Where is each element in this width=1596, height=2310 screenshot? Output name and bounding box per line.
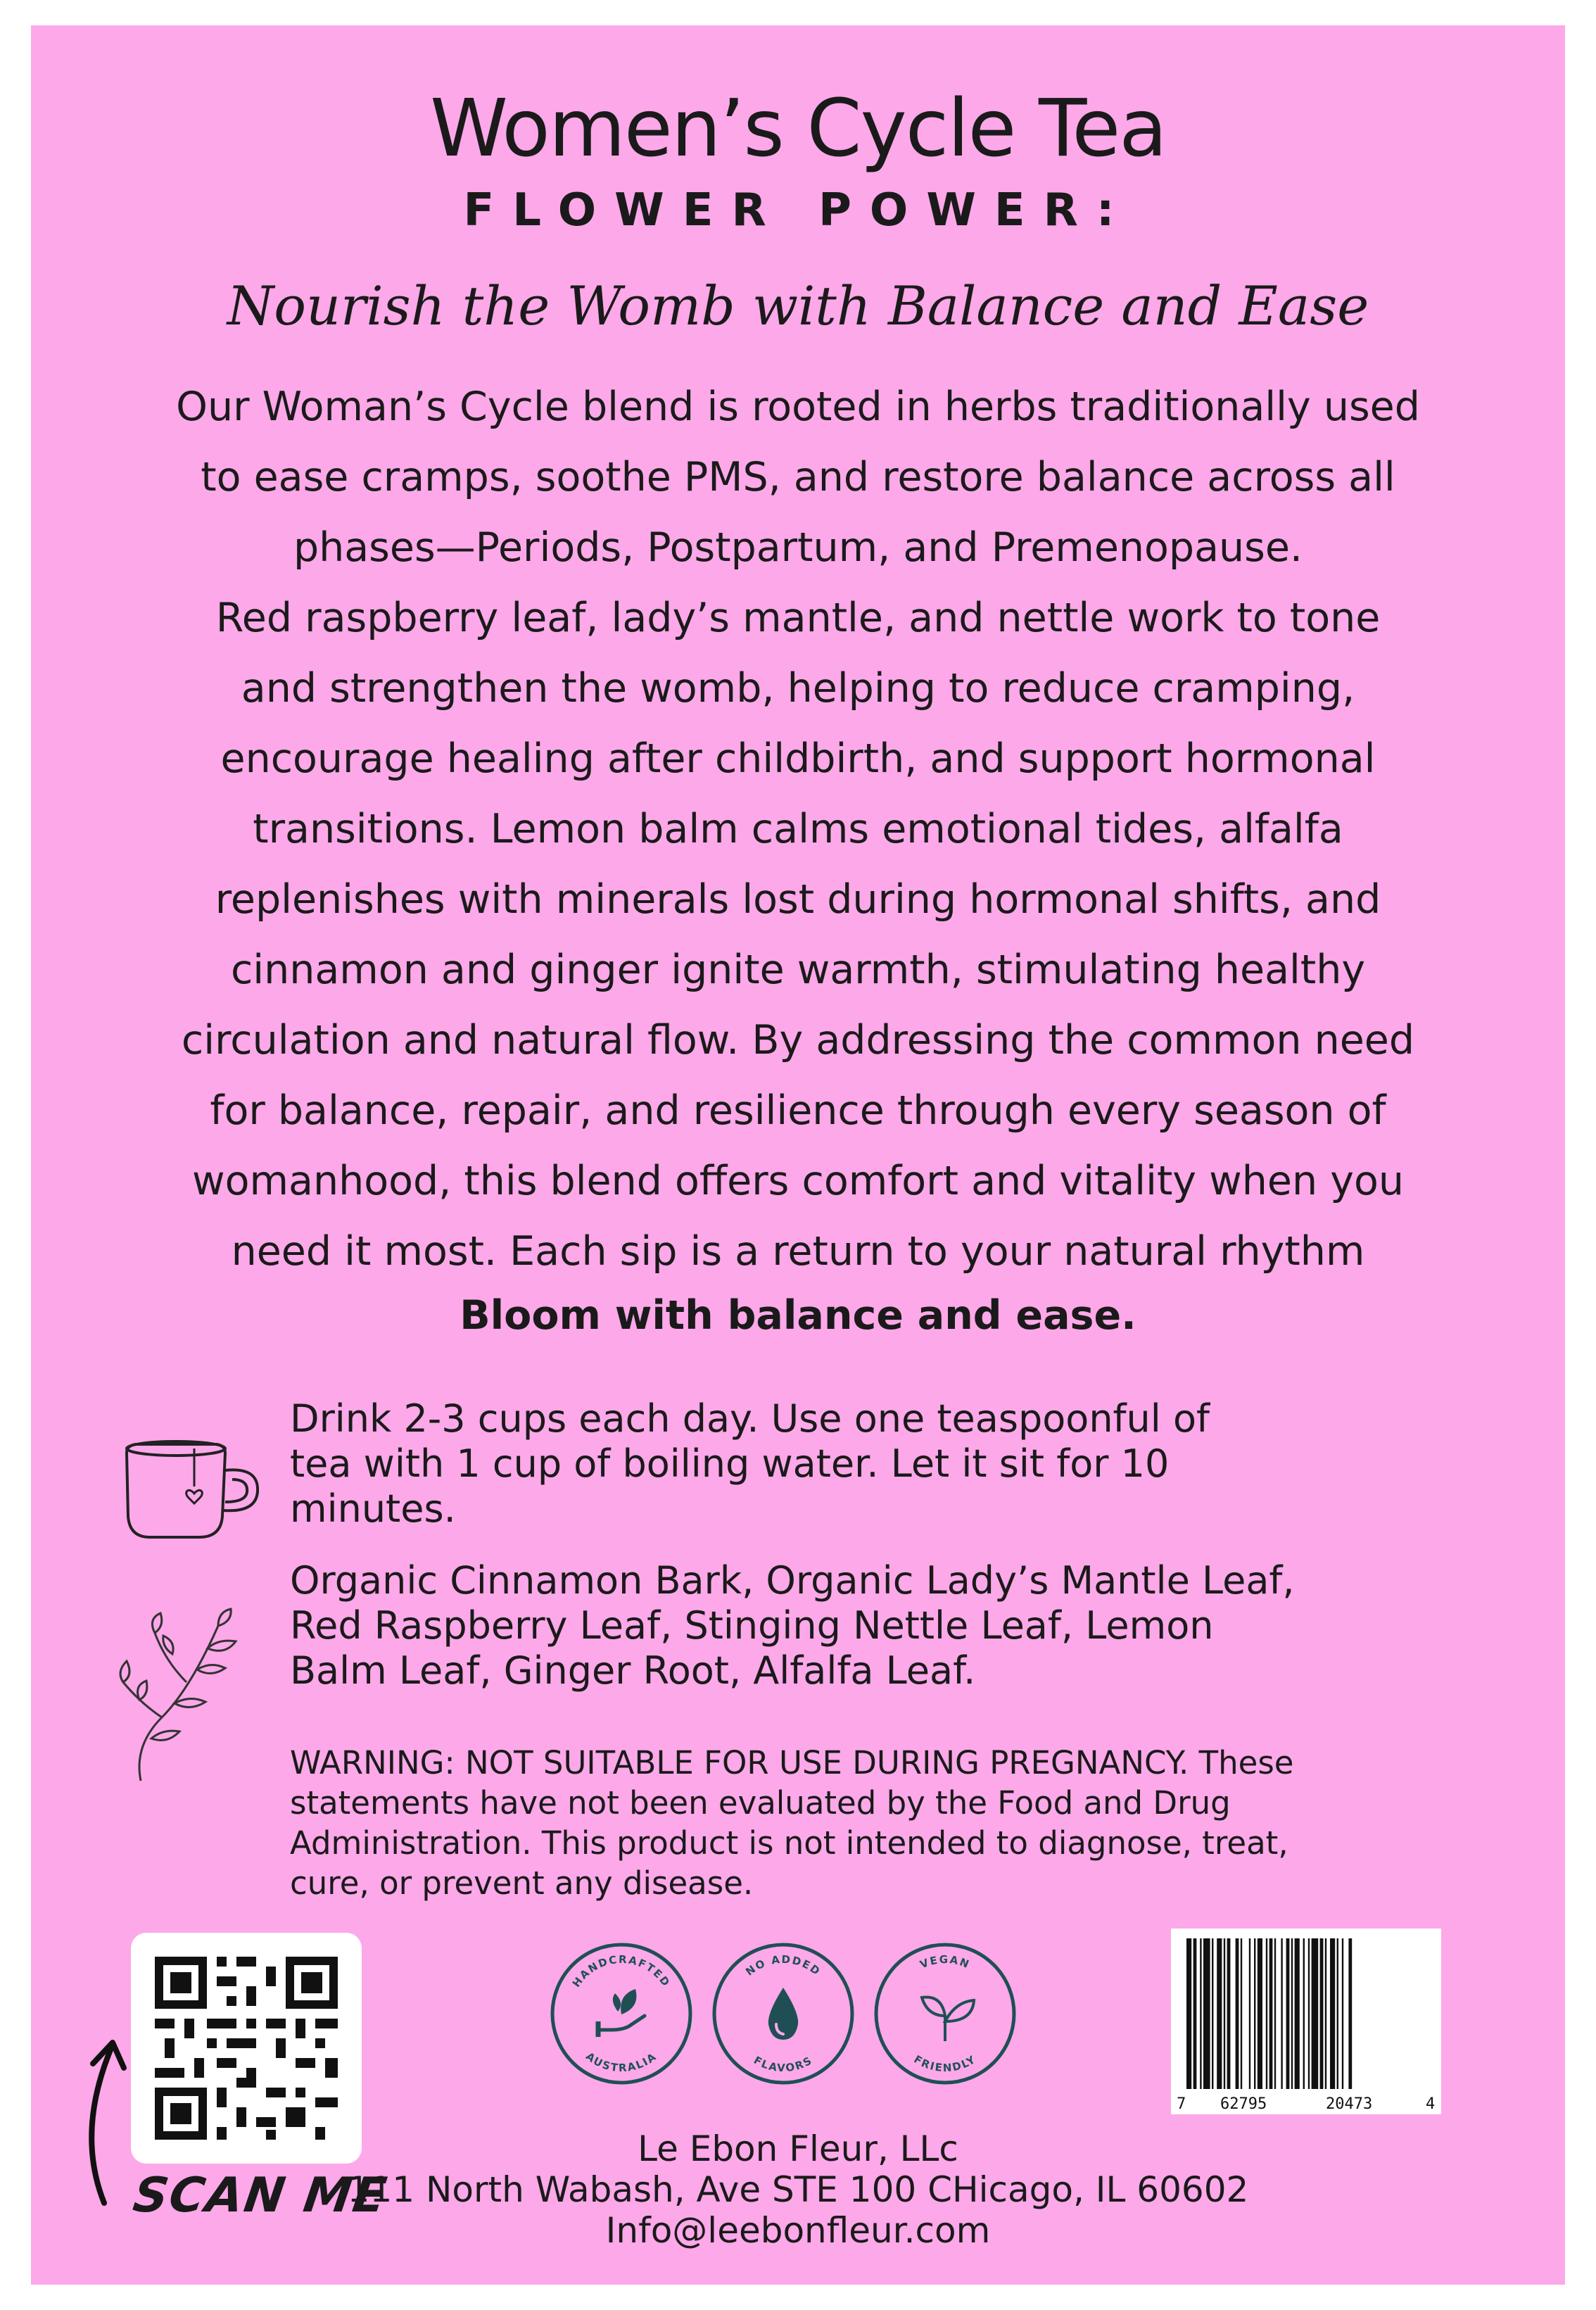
barcode-bar [1258, 1938, 1262, 2089]
description-line: encourage healing after childbirth, and support hormonal [220, 736, 1376, 782]
product-title: Women’s Cycle Tea [430, 83, 1166, 175]
description-line: for balance, repair, and resilience through every season of [210, 1087, 1386, 1134]
description-line: circulation and natural flow. By addressing the common need [181, 1017, 1415, 1064]
badge-bottom-text: FLAVORS [752, 2053, 815, 2075]
barcode-bar [1249, 1938, 1250, 2089]
certification-badges [547, 1938, 1117, 2089]
barcode-bar [1200, 1938, 1201, 2089]
no-added-flavors-badge [714, 1945, 852, 2083]
vegan-friendly-badge [876, 1945, 1014, 2083]
ingredients-line: Balm Leaf, Ginger Root, Alfalfa Leaf. [290, 1648, 976, 1693]
description-line: Red raspberry leaf, lady’s mantle, and nettle work to tone [215, 595, 1381, 641]
handcrafted-badge [552, 1945, 690, 2083]
barcode-bar [1269, 1938, 1273, 2089]
scan-me-label: SCAN ME [129, 2168, 391, 2223]
warning-line: statements have not been evaluated by the Food and Drug [290, 1784, 1231, 1822]
barcode-graphic [1171, 1929, 1441, 2114]
description-line: to ease cramps, soothe PMS, and restore balance across all [201, 454, 1395, 500]
description [120, 372, 1476, 1287]
leaf-icon [922, 1997, 974, 2041]
barcode-bar [1236, 1938, 1239, 2089]
warning-line: cure, or prevent any disease. [290, 1864, 754, 1902]
barcode-bar [1337, 1938, 1338, 2089]
barcode-left-digits: 62795 [1220, 2095, 1267, 2113]
barcode-bar [1295, 1938, 1300, 2089]
barcode [1171, 1929, 1441, 2114]
barcode-bar [1217, 1938, 1222, 2089]
barcode-bar [1193, 1938, 1197, 2089]
barcode-bar [1212, 1938, 1213, 2089]
warning-text [290, 1743, 1430, 1903]
barcode-bar [1186, 1938, 1191, 2089]
barcode-bar [1281, 1938, 1282, 2089]
warning-line: WARNING: NOT SUITABLE FOR USE DURING PREGNANCY. These [290, 1744, 1294, 1781]
company-address: 111 North Wabash, Ave STE 100 CHicago, IL 60602 [347, 2169, 1249, 2210]
description-line: need it most. Each sip is a return to your natural rhythm [231, 1228, 1365, 1275]
barcode-bar [1266, 1938, 1267, 2089]
description-line: replenishes with minerals lost during hormonal shifts, and [215, 876, 1381, 923]
barcode-bar [1254, 1938, 1255, 2089]
barcode-bar [1330, 1938, 1335, 2089]
barcode-bar [1241, 1938, 1242, 2089]
barcode-bar [1348, 1938, 1352, 2089]
barcode-bar [1291, 1938, 1293, 2089]
company-email[interactable]: Info@leebonfleur.com [605, 2210, 991, 2251]
barcode-first-digit: 7 [1177, 2095, 1186, 2113]
barcode-bar [1325, 1938, 1326, 2089]
barcode-bar [1342, 1938, 1343, 2089]
company-name: Le Ebon Fleur, LLc [638, 2128, 958, 2169]
droplet-icon [768, 1988, 798, 2040]
barcode-bar [1274, 1938, 1276, 2089]
barcode-last-digit: 4 [1426, 2095, 1436, 2113]
barcode-bar [1303, 1938, 1305, 2089]
directions-text [290, 1396, 1345, 1532]
barcode-bar [1286, 1938, 1290, 2089]
hand-leaf-icon [598, 1989, 645, 2037]
barcode-bar [1227, 1938, 1231, 2089]
barcode-bar [1224, 1938, 1225, 2089]
badge-bottom-text: AUSTRALIA [583, 2050, 659, 2075]
directions-line: tea with 1 cup of boiling water. Let it sit for 10 [290, 1441, 1170, 1486]
warning-line: Administration. This product is not intended to diagnose, treat, [290, 1824, 1288, 1862]
tea-cup-icon [118, 1432, 266, 1544]
description-line: womanhood, this blend offers comfort and vitality when you [192, 1158, 1404, 1204]
badge-top-text: VEGAN [918, 1952, 973, 1971]
closing-line: Bloom with balance and ease. [460, 1292, 1136, 1339]
description-line: phases—Periods, Postpartum, and Premenopause. [293, 524, 1303, 571]
badge-top-text: HANDCRAFTED [569, 1952, 673, 1990]
ingredients-text [290, 1558, 1388, 1693]
ingredients-line: Red Raspberry Leaf, Stinging Nettle Leaf, Lemon [290, 1603, 1214, 1648]
directions-line: Drink 2-3 cups each day. Use one teaspoonful of [290, 1396, 1210, 1441]
barcode-bar [1312, 1938, 1319, 2089]
description-line: and strengthen the womb, helping to reduce cramping, [241, 665, 1355, 712]
description-line: cinnamon and ginger ignite warmth, stimulating healthy [230, 947, 1366, 993]
badge-top-text: NO ADDED [743, 1952, 823, 1978]
description-line: Our Woman’s Cycle blend is rooted in herbs traditionally used [176, 384, 1420, 430]
barcode-right-digits: 20473 [1326, 2095, 1373, 2113]
badge-bottom-text: FRIENDLY [911, 2052, 979, 2075]
barcode-bar [1203, 1938, 1210, 2089]
botanical-sprig-icon [113, 1605, 253, 1788]
product-subtitle: FLOWER POWER: [463, 184, 1133, 236]
directions-line: minutes. [290, 1487, 456, 1531]
barcode-bar [1308, 1938, 1310, 2089]
barcode-bar [1320, 1938, 1324, 2089]
ingredients-line: Organic Cinnamon Bark, Organic Lady’s Mantle Leaf, [290, 1558, 1295, 1603]
tagline: Nourish the Womb with Balance and Ease [227, 274, 1369, 337]
description-line: transitions. Lemon balm calms emotional tides, alfalfa [253, 806, 1343, 852]
